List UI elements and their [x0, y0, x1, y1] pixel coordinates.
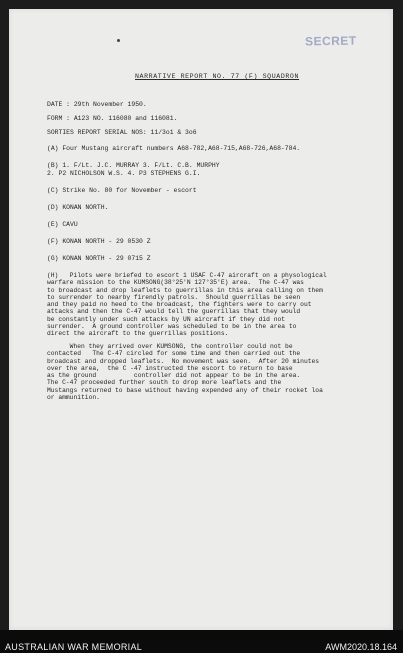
report-title: NARRATIVE REPORT NO. 77 (F) SQUADRON: [135, 73, 300, 80]
footer-bar: [0, 630, 403, 653]
sorties-line: SORTIES REPORT SERIAL NOS: 11/3o1 & 3o6: [47, 129, 197, 136]
item-c: (C) Strike No. 80 for November - escort: [47, 187, 197, 194]
paragraph-h: (H) Pilots were briefed to escort 1 USAF C-47 aircraft on a physological warfare mission to the KUMSONG(38°25'N 127°35'E) area. The C-47 was to broadcast and drop leaflets to guerrillas in this area calling on them to surrender to nearby firendly patrols. Should guerrillas be seen and they paid no heed to the broadcast, the fighters were to carry out attacks and then the C-47 would tell the guerrillas that they would be constantly under such attacks by UN aircraft if they did not surrender. A ground controller was scheduled to be in the area to direct the aircraft to the guerrillas positions.: [47, 272, 327, 338]
item-g: (G) KONAN NORTH - 29 0715 Z: [47, 255, 151, 262]
item-a: (A) Four Mustang aircraft numbers A68-782,A68-715,A68-726,A68-784.: [47, 145, 301, 152]
institution-label: AUSTRALIAN WAR MEMORIAL: [5, 642, 143, 652]
paragraph-2: When they arrived over KUMSONG, the controller could not be contacted The C-47 circled for some time and then carried out the broadcast and dropped leaflets. No movement was seen. After 20 minutes over the area, the C -47 instructed the escort to return to base as the ground controller did not appear to be in the area. The C-47 proceeded further south to drop more leaflets and the Mustangs returned to base without having expended any of their rocket loa or ammunition.: [47, 343, 323, 402]
ink-mark: [117, 39, 120, 42]
date-line: DATE : 29th November 1950.: [47, 101, 147, 108]
item-d: (D) KONAN NORTH.: [47, 204, 109, 211]
item-e: (E) CAVU: [47, 221, 78, 228]
accession-number: AWM2020.18.164: [325, 642, 397, 652]
document-page: [9, 9, 393, 630]
item-b-line-2: 2. P2 NICHOLSON W.S. 4. P3 STEPHENS G.I.: [47, 170, 201, 177]
secret-stamp: SECRET: [305, 33, 358, 49]
item-f: (F) KONAN NORTH - 29 0530 Z: [47, 238, 151, 245]
form-line: FORM : A123 NO. 116080 and 116081.: [47, 115, 178, 122]
item-b-line-1: (B) 1. F/Lt. J.C. MURRAY 3. F/Lt. C.B. MURPHY: [47, 162, 220, 169]
